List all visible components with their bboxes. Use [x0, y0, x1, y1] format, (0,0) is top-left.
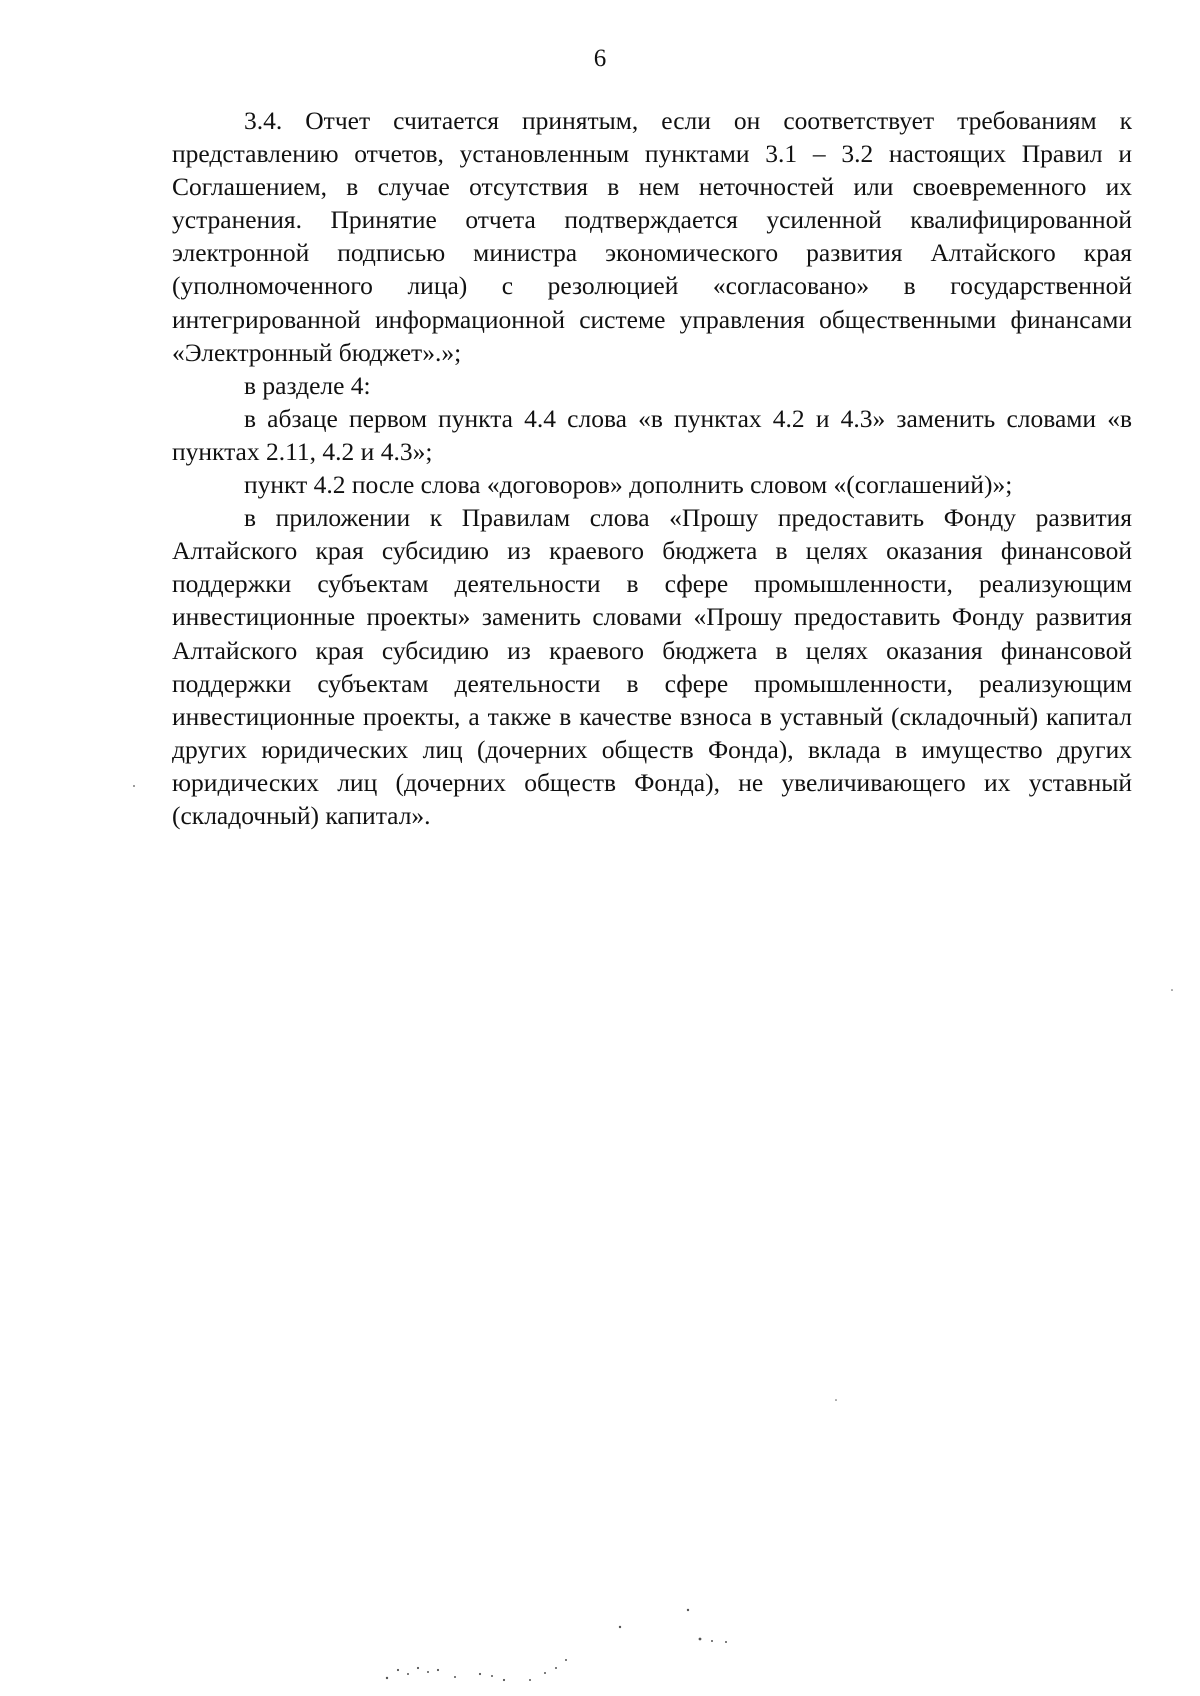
page-number: 6: [593, 45, 607, 72]
scan-noise-dots: [133, 785, 1173, 1681]
paragraph-point-4-2: пункт 4.2 после слова «договоров» дополнить словом «(соглашений)»;: [244, 470, 1013, 500]
paragraph-3-4: 3.4. Отчет считается принятым, если он соответствует требованиям к представлению отчетов, установленным пунктами 3.1 – 3.2 настоящих Правил и Соглашением, в случае отсутствия в нем неточностей или своевременного их устранения. Принятие отчета подтверждается усиленной квалифицированной электронной подписью министра экономического развития Алтайского края (уполномоченного лица) с резолюцией «согласовано» в государственной интегрированной информационной системе управления общественными финансами «Электронный бюджет».»;: [172, 106, 1132, 367]
paragraph-section-4: в разделе 4:: [244, 370, 371, 400]
paragraph-point-4-4: в абзаце первом пункта 4.4 слова «в пунктах 4.2 и 4.3» заменить словами «в пунктах 2.11, 4.2 и 4.3»;: [172, 403, 1132, 466]
document-body: [172, 104, 1132, 832]
paragraph-appendix: в приложении к Правилам слова «Прошу предоставить Фонду развития Алтайского края субсидию из краевого бюджета в целях оказания финансовой поддержки субъектам деятельности в сфере промышленности, реализующим инвестиционные проекты» заменить словами «Прошу предоставить Фонду развития Алтайского края субсидию из краевого бюджета в целях оказания финансовой поддержки субъектам деятельности в сфере промышленности, реализующим инвестиционные проекты, а также в качестве взноса в уставный (складочный) капитал других юридических лиц (дочерних обществ Фонда), вклада в имущество других юридических лиц (дочерних обществ Фонда), не увеличивающего их уставный (складочный) капитал».: [172, 503, 1132, 830]
